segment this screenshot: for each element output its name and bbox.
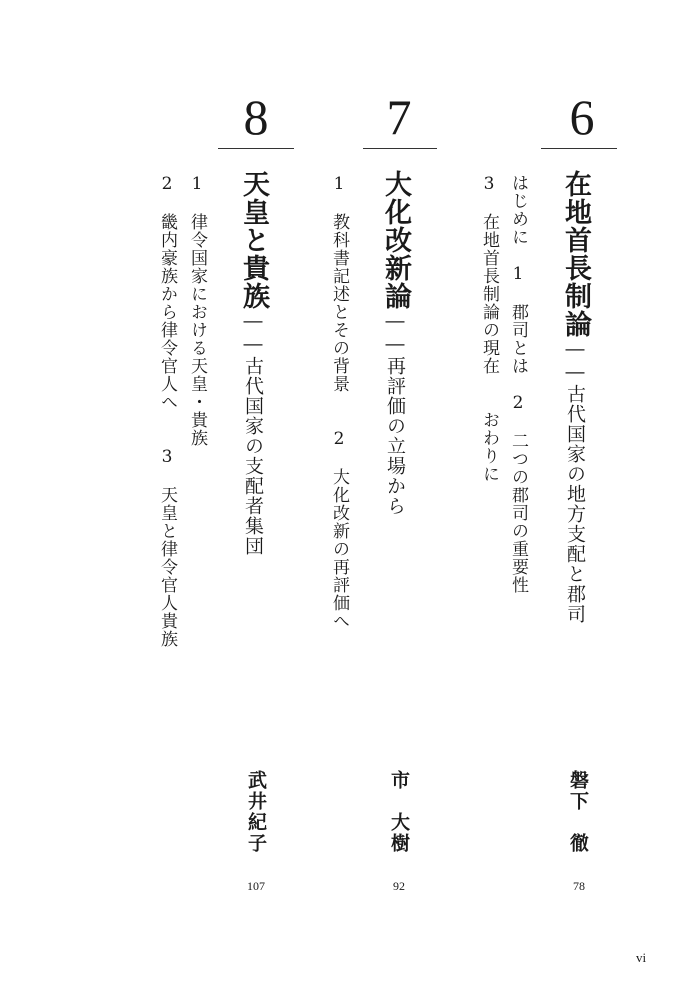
page-number: 78 [573, 879, 585, 893]
section-list-line: 1 教科書記述とその背景 2 大化改新の再評価へ [329, 174, 349, 630]
chapter-rule [363, 148, 437, 149]
author-name: 磐下 徹 [567, 770, 589, 854]
chapter-title [382, 170, 409, 516]
author-name: 武井紀子 [245, 770, 267, 854]
chapter-number: 8 [243, 89, 269, 145]
chapter-subtitle: ――古代国家の地方支配と郡司 [564, 338, 586, 624]
chapter-subtitle: ――再評価の立場から [384, 310, 406, 516]
chapter-number: 7 [386, 89, 412, 145]
chapter-number: 6 [569, 89, 595, 145]
chapter-subtitle: ――古代国家の支配者集団 [242, 310, 264, 556]
chapter-title-main: 大化改新論 [380, 170, 411, 310]
chapter-title-main: 天皇と貴族 [238, 170, 269, 310]
chapter-rule [218, 148, 294, 149]
chapter-title [240, 170, 267, 556]
page-number: 92 [393, 879, 405, 893]
section-list-line: 3 在地首長制論の現在 おわりに [479, 174, 499, 483]
chapter-rule [541, 148, 617, 149]
folio-page-number: vi [636, 950, 647, 965]
section-list-line: 2 畿内豪族から律令官人へ 3 天皇と律令官人貴族 [157, 174, 177, 648]
chapter-title [562, 170, 589, 624]
page-number: 107 [247, 879, 265, 893]
section-list-line: はじめに 1 郡司とは 2 二つの郡司の重要性 [508, 174, 528, 594]
chapter-title-main: 在地首長制論 [560, 170, 591, 338]
author-name: 市 大樹 [388, 770, 410, 854]
section-list-line: 1 律令国家における天皇・貴族 [187, 174, 207, 447]
